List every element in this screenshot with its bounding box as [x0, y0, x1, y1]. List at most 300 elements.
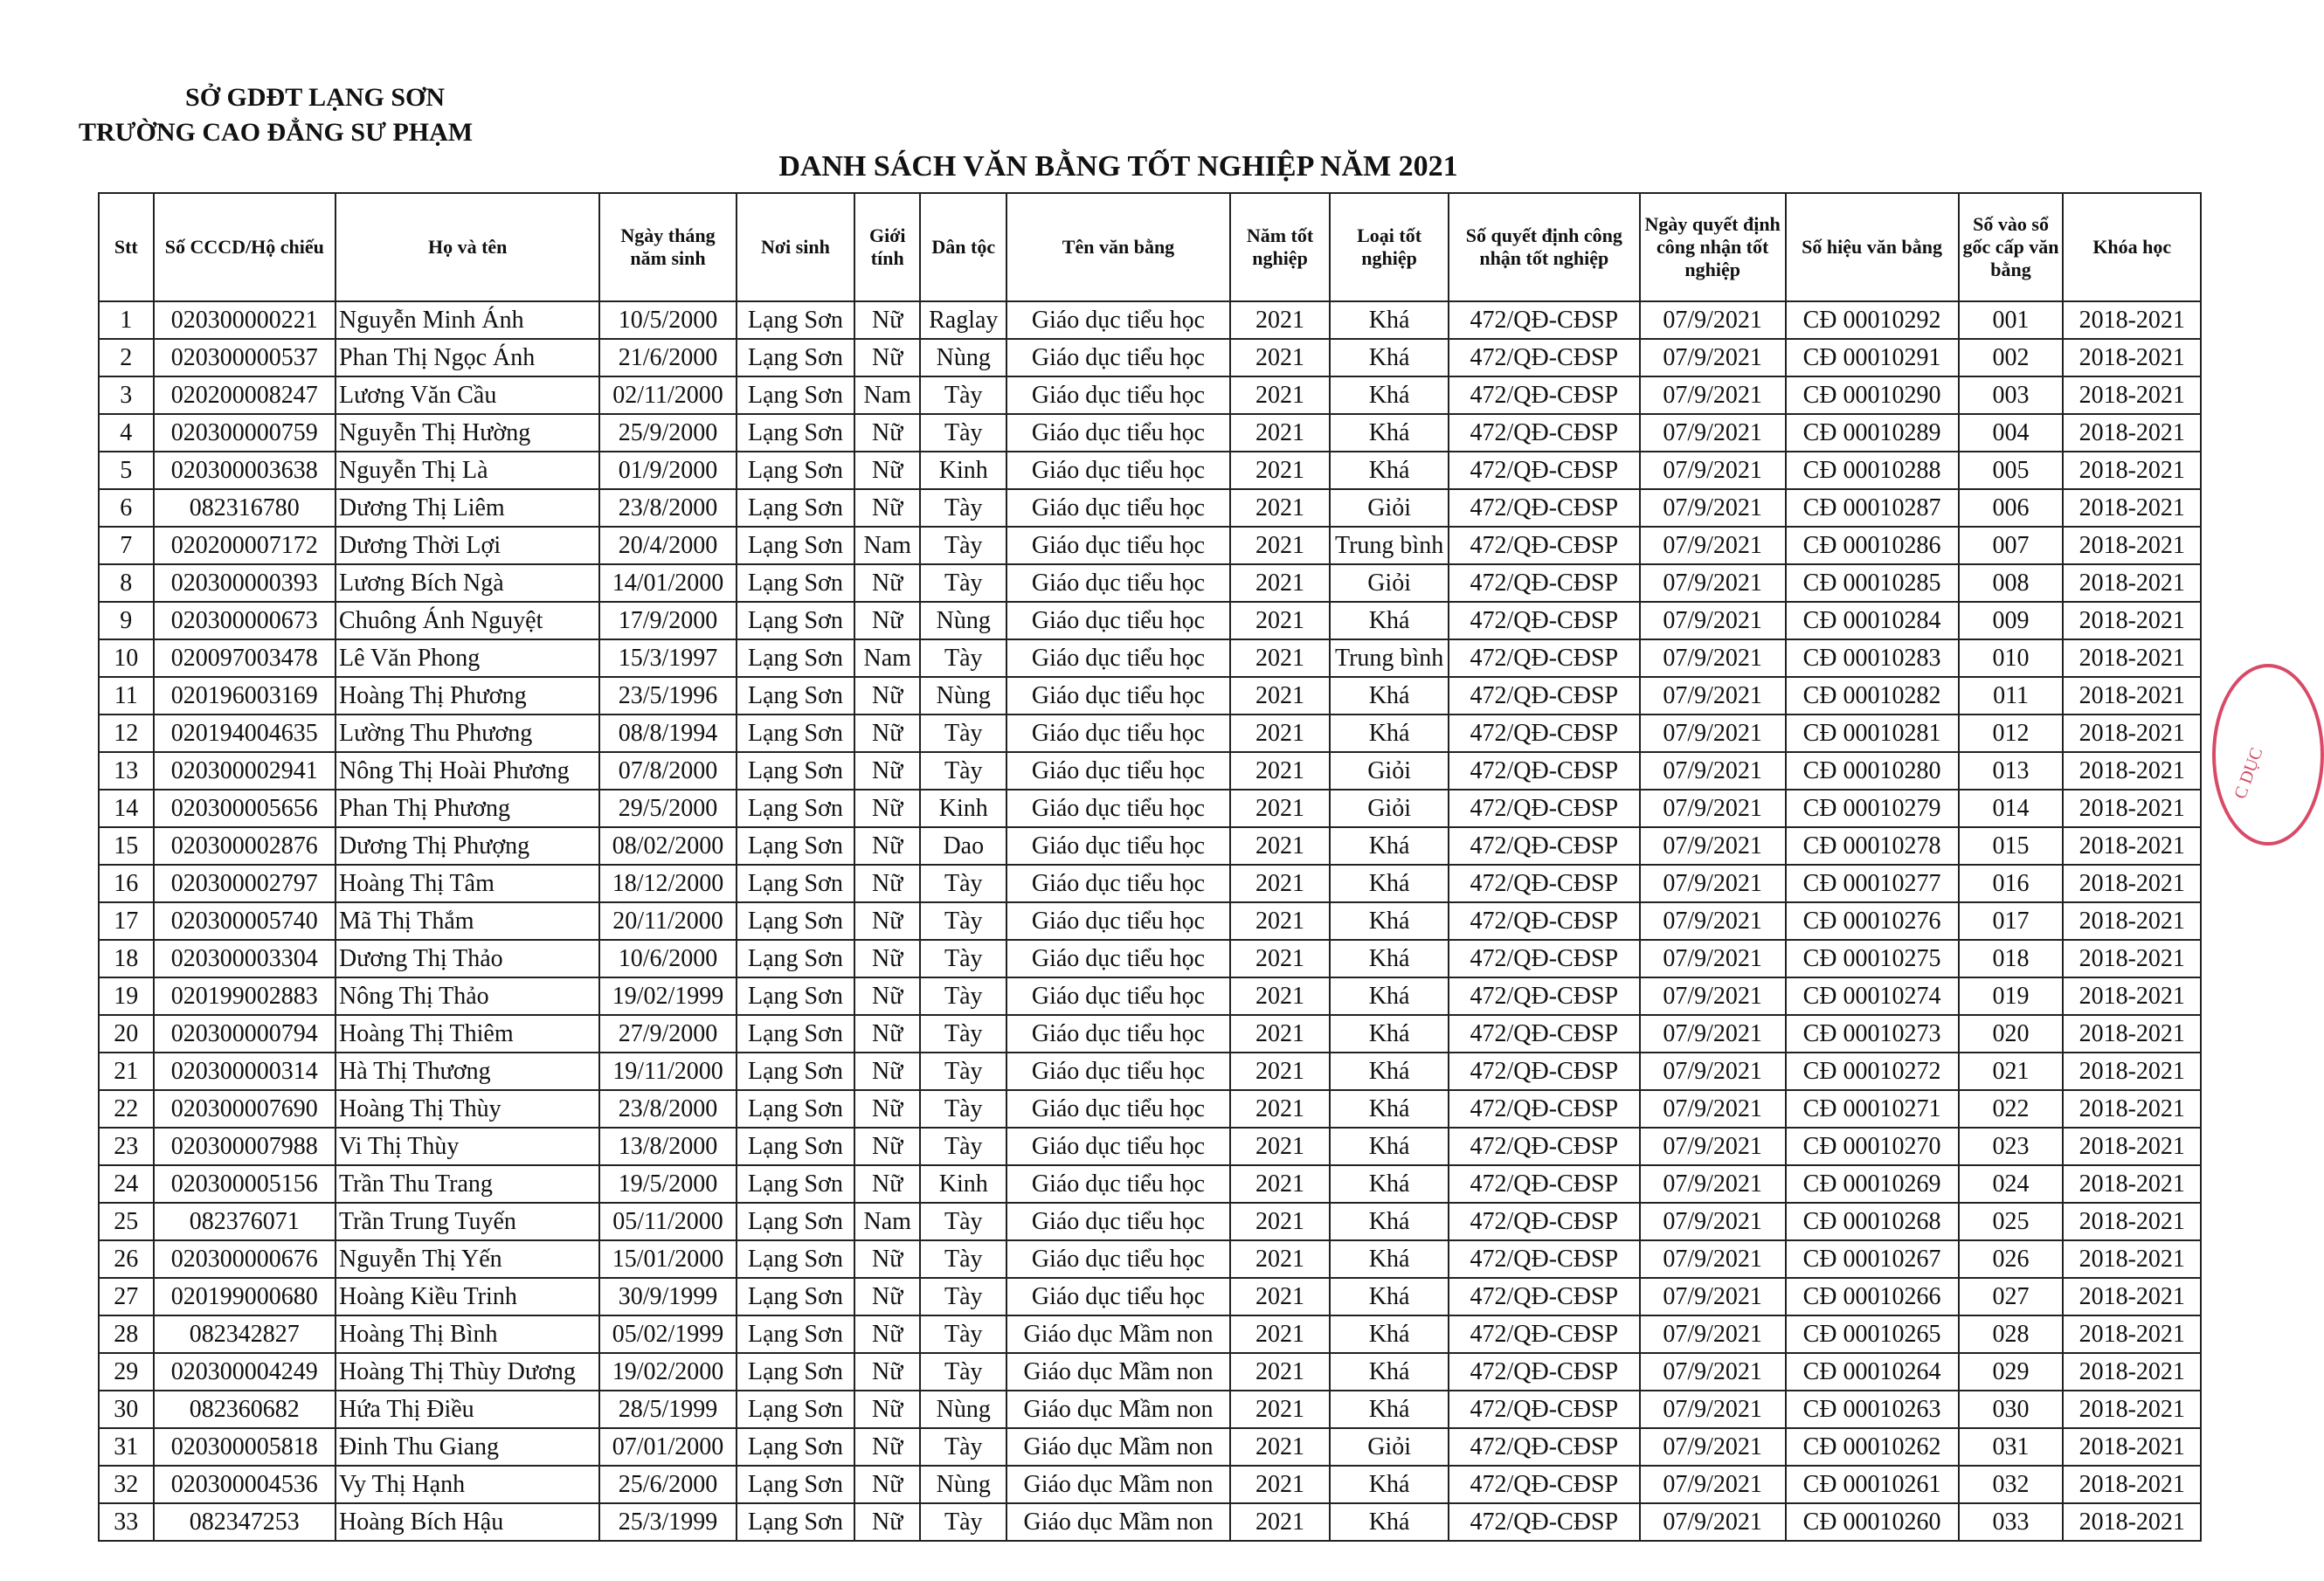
table-cell: Tày [920, 489, 1006, 527]
table-cell: 014 [1959, 790, 2064, 827]
table-cell: Phan Thị Phương [335, 790, 599, 827]
table-cell: 020300000676 [154, 1240, 335, 1278]
column-header: Năm tốt nghiệp [1230, 193, 1331, 301]
table-cell: Hoàng Thị Phương [335, 677, 599, 715]
table-cell: 472/QĐ-CĐSP [1449, 902, 1640, 940]
table-cell: CĐ 00010266 [1786, 1278, 1959, 1315]
table-cell: Trung bình [1330, 639, 1449, 677]
column-header: Dân tộc [920, 193, 1006, 301]
document-title: DANH SÁCH VĂN BẰNG TỐT NGHIỆP NĂM 2021 [778, 150, 1458, 183]
table-cell: Nông Thị Thảo [335, 977, 599, 1015]
table-cell: Giỏi [1330, 564, 1449, 602]
table-cell: 082376071 [154, 1203, 335, 1240]
table-cell: Tày [920, 940, 1006, 977]
table-cell: CĐ 00010290 [1786, 376, 1959, 414]
table-cell: Tày [920, 1353, 1006, 1391]
table-cell: 2021 [1230, 1278, 1331, 1315]
table-cell: 07/9/2021 [1640, 1128, 1786, 1165]
table-cell: 1 [99, 301, 154, 339]
table-row [99, 677, 2201, 715]
table-cell: Hoàng Bích Hậu [335, 1503, 599, 1541]
table-cell: Lạng Sơn [737, 790, 855, 827]
table-row [99, 1353, 2201, 1391]
table-cell: 22 [99, 1090, 154, 1128]
table-cell: Khá [1330, 376, 1449, 414]
table-cell: Nữ [854, 414, 920, 452]
table-cell: 23/8/2000 [599, 489, 736, 527]
table-cell: Dương Thị Liêm [335, 489, 599, 527]
table-cell: 07/9/2021 [1640, 752, 1786, 790]
table-cell: Giáo dục tiểu học [1006, 1278, 1229, 1315]
table-cell: 2018-2021 [2063, 977, 2201, 1015]
table-row [99, 1165, 2201, 1203]
table-cell: Trần Thu Trang [335, 1165, 599, 1203]
table-cell: 2021 [1230, 301, 1331, 339]
table-cell: Nữ [854, 715, 920, 752]
table-cell: 07/8/2000 [599, 752, 736, 790]
table-row [99, 940, 2201, 977]
table-cell: 2 [99, 339, 154, 376]
table-cell: 2021 [1230, 1015, 1331, 1053]
table-cell: Khá [1330, 602, 1449, 639]
table-cell: Giáo dục tiểu học [1006, 639, 1229, 677]
table-cell: Nữ [854, 1466, 920, 1503]
table-body [99, 301, 2201, 1541]
table-cell: 07/9/2021 [1640, 1053, 1786, 1090]
table-cell: 472/QĐ-CĐSP [1449, 940, 1640, 977]
table-cell: Nữ [854, 1278, 920, 1315]
table-row [99, 301, 2201, 339]
table-cell: 020196003169 [154, 677, 335, 715]
table-cell: 472/QĐ-CĐSP [1449, 1128, 1640, 1165]
table-cell: 07/9/2021 [1640, 1165, 1786, 1203]
column-header: Ngày tháng năm sinh [599, 193, 736, 301]
table-cell: 07/9/2021 [1640, 1015, 1786, 1053]
table-row [99, 715, 2201, 752]
table-cell: 2018-2021 [2063, 339, 2201, 376]
table-cell: Lạng Sơn [737, 1503, 855, 1541]
table-cell: Giáo dục tiểu học [1006, 940, 1229, 977]
table-header-row [99, 193, 2201, 301]
table-cell: Tày [920, 1053, 1006, 1090]
table-cell: 029 [1959, 1353, 2064, 1391]
table-cell: 07/9/2021 [1640, 602, 1786, 639]
table-cell: 2021 [1230, 1090, 1331, 1128]
table-cell: Nữ [854, 1128, 920, 1165]
table-cell: Nữ [854, 602, 920, 639]
table-cell: Khá [1330, 1278, 1449, 1315]
table-cell: CĐ 00010291 [1786, 339, 1959, 376]
table-cell: Lạng Sơn [737, 1315, 855, 1353]
table-cell: Tày [920, 1428, 1006, 1466]
table-cell: Kinh [920, 452, 1006, 489]
table-cell: CĐ 00010263 [1786, 1391, 1959, 1428]
table-cell: Khá [1330, 1466, 1449, 1503]
table-cell: 020194004635 [154, 715, 335, 752]
table-cell: Lương Bích Ngà [335, 564, 599, 602]
table-cell: Giáo dục Mầm non [1006, 1503, 1229, 1541]
table-cell: 2018-2021 [2063, 1240, 2201, 1278]
table-cell: 472/QĐ-CĐSP [1449, 602, 1640, 639]
table-cell: Nữ [854, 1503, 920, 1541]
table-cell: Hoàng Thị Thùy [335, 1090, 599, 1128]
table-cell: 33 [99, 1503, 154, 1541]
table-cell: 07/9/2021 [1640, 1278, 1786, 1315]
table-cell: 20/11/2000 [599, 902, 736, 940]
table-cell: Nùng [920, 1391, 1006, 1428]
table-cell: 2018-2021 [2063, 527, 2201, 564]
table-cell: CĐ 00010292 [1786, 301, 1959, 339]
table-cell: 020300000794 [154, 1015, 335, 1053]
table-cell: Giáo dục tiểu học [1006, 527, 1229, 564]
table-cell: 2021 [1230, 1203, 1331, 1240]
table-cell: 031 [1959, 1428, 2064, 1466]
table-cell: 07/9/2021 [1640, 1090, 1786, 1128]
table-cell: 472/QĐ-CĐSP [1449, 376, 1640, 414]
table-cell: Nùng [920, 339, 1006, 376]
table-cell: Khá [1330, 414, 1449, 452]
table-cell: 05/02/1999 [599, 1315, 736, 1353]
table-row [99, 1203, 2201, 1240]
table-cell: Raglay [920, 301, 1006, 339]
table-cell: 028 [1959, 1315, 2064, 1353]
table-cell: Giáo dục tiểu học [1006, 376, 1229, 414]
table-cell: 08/02/2000 [599, 827, 736, 865]
table-cell: Khá [1330, 977, 1449, 1015]
table-cell: CĐ 00010278 [1786, 827, 1959, 865]
table-cell: 07/9/2021 [1640, 1203, 1786, 1240]
table-cell: Nguyễn Thị Yến [335, 1240, 599, 1278]
table-cell: Đinh Thu Giang [335, 1428, 599, 1466]
table-cell: CĐ 00010265 [1786, 1315, 1959, 1353]
table-cell: Giỏi [1330, 790, 1449, 827]
table-cell: 020300002797 [154, 865, 335, 902]
table-cell: 2018-2021 [2063, 790, 2201, 827]
table-cell: Lạng Sơn [737, 1240, 855, 1278]
table-row [99, 977, 2201, 1015]
table-cell: 14 [99, 790, 154, 827]
table-row [99, 1391, 2201, 1428]
table-cell: 472/QĐ-CĐSP [1449, 1240, 1640, 1278]
table-row [99, 1053, 2201, 1090]
table-cell: Khá [1330, 1015, 1449, 1053]
table-cell: CĐ 00010273 [1786, 1015, 1959, 1053]
table-cell: 28/5/1999 [599, 1391, 736, 1428]
table-cell: 005 [1959, 452, 2064, 489]
table-cell: 009 [1959, 602, 2064, 639]
table-cell: Hoàng Kiều Trinh [335, 1278, 599, 1315]
table-cell: CĐ 00010272 [1786, 1053, 1959, 1090]
table-cell: Nữ [854, 1090, 920, 1128]
table-cell: Giáo dục tiểu học [1006, 602, 1229, 639]
table-cell: 472/QĐ-CĐSP [1449, 489, 1640, 527]
table-cell: Giáo dục tiểu học [1006, 489, 1229, 527]
table-cell: 25/6/2000 [599, 1466, 736, 1503]
table-cell: 082360682 [154, 1391, 335, 1428]
table-cell: 19/02/2000 [599, 1353, 736, 1391]
table-cell: Giáo dục tiểu học [1006, 1128, 1229, 1165]
table-cell: 472/QĐ-CĐSP [1449, 1466, 1640, 1503]
department-name: SỞ GDĐT LẠNG SƠN [185, 83, 446, 112]
table-cell: 2018-2021 [2063, 1278, 2201, 1315]
table-cell: CĐ 00010283 [1786, 639, 1959, 677]
table-cell: 472/QĐ-CĐSP [1449, 1315, 1640, 1353]
table-cell: 472/QĐ-CĐSP [1449, 1165, 1640, 1203]
table-row [99, 1503, 2201, 1541]
table-row [99, 1278, 2201, 1315]
table-cell: Khá [1330, 1053, 1449, 1090]
table-cell: CĐ 00010288 [1786, 452, 1959, 489]
table-cell: Lê Văn Phong [335, 639, 599, 677]
column-header: Số CCCD/Hộ chiếu [154, 193, 335, 301]
table-cell: Nữ [854, 489, 920, 527]
table-cell: Tày [920, 1315, 1006, 1353]
table-cell: 2021 [1230, 1128, 1331, 1165]
table-cell: Nữ [854, 827, 920, 865]
table-cell: 07/9/2021 [1640, 677, 1786, 715]
table-row [99, 865, 2201, 902]
table-cell: Giỏi [1330, 1428, 1449, 1466]
table-cell: 10 [99, 639, 154, 677]
column-header: Ngày quyết định công nhận tốt nghiệp [1640, 193, 1786, 301]
table-cell: 020 [1959, 1015, 2064, 1053]
table-cell: Dao [920, 827, 1006, 865]
table-cell: Tày [920, 527, 1006, 564]
table-cell: 472/QĐ-CĐSP [1449, 715, 1640, 752]
table-cell: 12 [99, 715, 154, 752]
table-cell: 020300004536 [154, 1466, 335, 1503]
table-cell: Tày [920, 865, 1006, 902]
table-cell: Giáo dục Mầm non [1006, 1391, 1229, 1428]
table-cell: 29/5/2000 [599, 790, 736, 827]
table-cell: Giáo dục Mầm non [1006, 1428, 1229, 1466]
table-cell: 07/9/2021 [1640, 376, 1786, 414]
table-cell: 2018-2021 [2063, 1165, 2201, 1203]
table-cell: 07/9/2021 [1640, 1391, 1786, 1428]
table-cell: Lương Văn Cầu [335, 376, 599, 414]
table-cell: 10/6/2000 [599, 940, 736, 977]
table-row [99, 527, 2201, 564]
table-cell: 472/QĐ-CĐSP [1449, 1278, 1640, 1315]
table-row [99, 827, 2201, 865]
table-cell: Nùng [920, 1466, 1006, 1503]
table-cell: 2018-2021 [2063, 677, 2201, 715]
table-cell: 07/9/2021 [1640, 865, 1786, 902]
table-cell: 2018-2021 [2063, 1315, 2201, 1353]
table-cell: 11 [99, 677, 154, 715]
column-header: Tên văn bằng [1006, 193, 1229, 301]
table-cell: 032 [1959, 1466, 2064, 1503]
table-cell: 006 [1959, 489, 2064, 527]
table-cell: 15 [99, 827, 154, 865]
table-cell: Tày [920, 977, 1006, 1015]
column-header: Giới tính [854, 193, 920, 301]
table-row [99, 1315, 2201, 1353]
table-cell: 18 [99, 940, 154, 977]
table-cell: 07/9/2021 [1640, 1315, 1786, 1353]
table-cell: 020300000314 [154, 1053, 335, 1090]
table-row [99, 339, 2201, 376]
table-cell: 082347253 [154, 1503, 335, 1541]
table-cell: Nguyễn Minh Ánh [335, 301, 599, 339]
table-cell: 472/QĐ-CĐSP [1449, 752, 1640, 790]
table-cell: Hà Thị Thương [335, 1053, 599, 1090]
table-cell: 2021 [1230, 1165, 1331, 1203]
table-cell: 07/9/2021 [1640, 1503, 1786, 1541]
table-cell: Nữ [854, 1428, 920, 1466]
table-cell: 2021 [1230, 752, 1331, 790]
table-cell: Khá [1330, 452, 1449, 489]
table-cell: Giáo dục tiểu học [1006, 1240, 1229, 1278]
table-cell: 3 [99, 376, 154, 414]
table-cell: Lạng Sơn [737, 677, 855, 715]
table-cell: 16 [99, 865, 154, 902]
table-cell: CĐ 00010279 [1786, 790, 1959, 827]
table-cell: Giáo dục tiểu học [1006, 1165, 1229, 1203]
table-cell: 07/9/2021 [1640, 301, 1786, 339]
table-cell: Lường Thu Phương [335, 715, 599, 752]
table-cell: 07/9/2021 [1640, 790, 1786, 827]
table-cell: 2021 [1230, 602, 1331, 639]
table-cell: Dương Thị Thảo [335, 940, 599, 977]
table-cell: 003 [1959, 376, 2064, 414]
table-cell: CĐ 00010260 [1786, 1503, 1959, 1541]
table-cell: 20 [99, 1015, 154, 1053]
table-cell: 020300003638 [154, 452, 335, 489]
table-cell: 472/QĐ-CĐSP [1449, 865, 1640, 902]
table-cell: 07/9/2021 [1640, 1428, 1786, 1466]
table-cell: Giáo dục Mầm non [1006, 1353, 1229, 1391]
table-cell: 472/QĐ-CĐSP [1449, 414, 1640, 452]
table-row [99, 414, 2201, 452]
table-cell: 012 [1959, 715, 2064, 752]
table-cell: 472/QĐ-CĐSP [1449, 1353, 1640, 1391]
table-cell: 472/QĐ-CĐSP [1449, 790, 1640, 827]
table-cell: 2021 [1230, 1466, 1331, 1503]
table-cell: 2018-2021 [2063, 452, 2201, 489]
table-cell: CĐ 00010271 [1786, 1090, 1959, 1128]
table-cell: Nam [854, 1203, 920, 1240]
table-row [99, 376, 2201, 414]
table-cell: 027 [1959, 1278, 2064, 1315]
table-cell: 19/11/2000 [599, 1053, 736, 1090]
table-cell: 2018-2021 [2063, 376, 2201, 414]
table-cell: Lạng Sơn [737, 1165, 855, 1203]
table-cell: 2021 [1230, 1391, 1331, 1428]
table-cell: Hoàng Thị Thùy Dương [335, 1353, 599, 1391]
table-cell: CĐ 00010277 [1786, 865, 1959, 902]
table-cell: 21 [99, 1053, 154, 1090]
table-cell: Lạng Sơn [737, 865, 855, 902]
table-cell: 015 [1959, 827, 2064, 865]
table-cell: 07/01/2000 [599, 1428, 736, 1466]
table-cell: Khá [1330, 865, 1449, 902]
table-cell: 19/5/2000 [599, 1165, 736, 1203]
column-header: Họ và tên [335, 193, 599, 301]
table-cell: Tày [920, 639, 1006, 677]
table-cell: 2021 [1230, 527, 1331, 564]
table-cell: 2021 [1230, 715, 1331, 752]
table-cell: Lạng Sơn [737, 414, 855, 452]
table-cell: 2018-2021 [2063, 602, 2201, 639]
table-cell: 4 [99, 414, 154, 452]
table-cell: Giáo dục tiểu học [1006, 414, 1229, 452]
table-cell: 2018-2021 [2063, 564, 2201, 602]
table-cell: 07/9/2021 [1640, 902, 1786, 940]
table-cell: Chuông Ánh Nguyệt [335, 602, 599, 639]
table-cell: 2018-2021 [2063, 1466, 2201, 1503]
table-cell: 07/9/2021 [1640, 339, 1786, 376]
table-cell: Khá [1330, 1503, 1449, 1541]
table-cell: 2021 [1230, 902, 1331, 940]
table-cell: 2021 [1230, 1315, 1331, 1353]
table-cell: 020200008247 [154, 376, 335, 414]
table-cell: 472/QĐ-CĐSP [1449, 1503, 1640, 1541]
table-cell: 29 [99, 1353, 154, 1391]
table-cell: 472/QĐ-CĐSP [1449, 977, 1640, 1015]
table-cell: 2021 [1230, 639, 1331, 677]
table-cell: 2018-2021 [2063, 301, 2201, 339]
table-cell: Lạng Sơn [737, 376, 855, 414]
table-cell: Giáo dục tiểu học [1006, 452, 1229, 489]
table-cell: Tày [920, 1090, 1006, 1128]
table-cell: Nữ [854, 790, 920, 827]
column-header: Số vào sổ gốc cấp văn bằng [1959, 193, 2064, 301]
table-cell: 2021 [1230, 827, 1331, 865]
table-cell: Khá [1330, 301, 1449, 339]
column-header: Khóa học [2063, 193, 2201, 301]
table-cell: Lạng Sơn [737, 527, 855, 564]
table-cell: 2021 [1230, 376, 1331, 414]
table-cell: 020300005156 [154, 1165, 335, 1203]
table-cell: 020300007988 [154, 1128, 335, 1165]
table-cell: Giáo dục Mầm non [1006, 1315, 1229, 1353]
table-cell: 2018-2021 [2063, 489, 2201, 527]
table-cell: Giáo dục tiểu học [1006, 1203, 1229, 1240]
table-cell: Lạng Sơn [737, 940, 855, 977]
table-cell: 010 [1959, 639, 2064, 677]
table-cell: 020200007172 [154, 527, 335, 564]
table-cell: Khá [1330, 1391, 1449, 1428]
table-cell: 30 [99, 1391, 154, 1428]
table-row [99, 489, 2201, 527]
table-cell: 020300002876 [154, 827, 335, 865]
table-row [99, 1128, 2201, 1165]
table-cell: Tày [920, 902, 1006, 940]
table-cell: 07/9/2021 [1640, 452, 1786, 489]
table-cell: 472/QĐ-CĐSP [1449, 827, 1640, 865]
table-cell: Tày [920, 1278, 1006, 1315]
table-cell: CĐ 00010267 [1786, 1240, 1959, 1278]
table-cell: Nữ [854, 1240, 920, 1278]
table-cell: 7 [99, 527, 154, 564]
table-row [99, 1090, 2201, 1128]
table-cell: 021 [1959, 1053, 2064, 1090]
table-cell: Nữ [854, 1015, 920, 1053]
table-cell: Lạng Sơn [737, 715, 855, 752]
table-cell: 019 [1959, 977, 2064, 1015]
table-cell: 24 [99, 1165, 154, 1203]
table-cell: 2018-2021 [2063, 1428, 2201, 1466]
table-cell: Tày [920, 1015, 1006, 1053]
column-header: Số hiệu văn bằng [1786, 193, 1959, 301]
table-cell: Giáo dục Mầm non [1006, 1466, 1229, 1503]
table-cell: 026 [1959, 1240, 2064, 1278]
table-cell: Phan Thị Ngọc Ánh [335, 339, 599, 376]
table-cell: Giáo dục tiểu học [1006, 677, 1229, 715]
table-row [99, 752, 2201, 790]
school-name: TRƯỜNG CAO ĐẲNG SƯ PHẠM [79, 118, 474, 147]
